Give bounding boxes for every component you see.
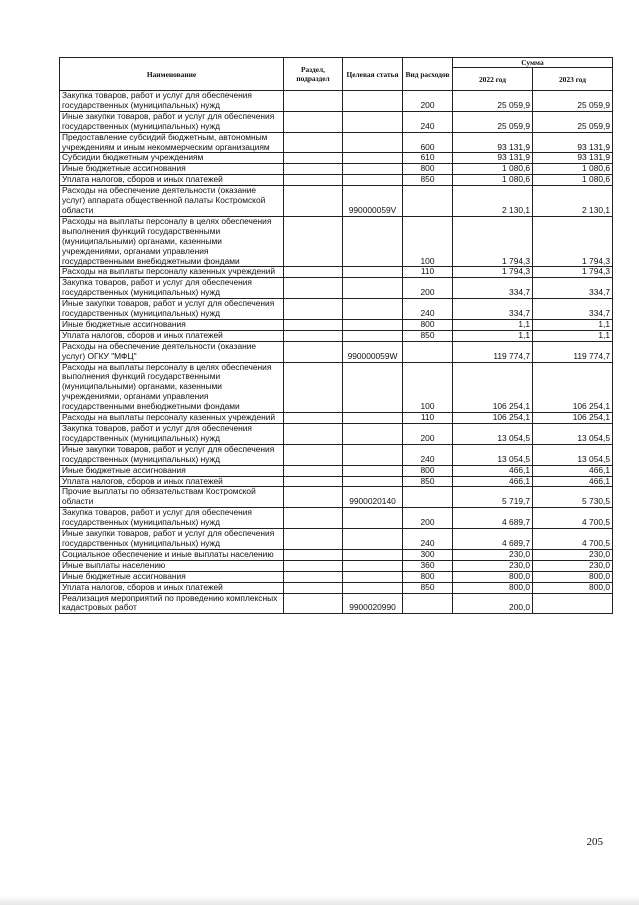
- row-section-cell: [284, 593, 343, 614]
- row-name-cell: Расходы на выплаты персоналу казенных учреждений: [60, 413, 284, 424]
- table-row: [60, 330, 613, 341]
- header-2023: 2023 год: [533, 68, 613, 91]
- row-sum-2022-cell: 230,0: [453, 549, 533, 560]
- row-name-cell: Иные закупки товаров, работ и услуг для обеспечения государственных (муниципальных) нужд: [60, 444, 284, 465]
- row-name-cell: Расходы на выплаты персоналу в целях обеспечения выполнения функций государственными (муниципальными) органами, казенными учреждениями, органами управления государственными внебюджетными фондами: [60, 362, 284, 413]
- row-section-cell: [284, 341, 343, 362]
- row-section-cell: [284, 278, 343, 299]
- row-name-cell: Уплата налогов, сборов и иных платежей: [60, 476, 284, 487]
- row-section-cell: [284, 362, 343, 413]
- row-sum-2022-cell: 4 689,7: [453, 529, 533, 550]
- row-sum-2023-cell: [533, 593, 613, 614]
- row-name-cell: Уплата налогов, сборов и иных платежей: [60, 175, 284, 186]
- row-name-cell: Закупка товаров, работ и услуг для обеспечения государственных (муниципальных) нужд: [60, 424, 284, 445]
- table-row: [60, 476, 613, 487]
- row-sum-2022-cell: 230,0: [453, 560, 533, 571]
- row-kind-cell: 610: [403, 153, 453, 164]
- row-sum-2023-cell: 800,0: [533, 571, 613, 582]
- row-sum-2022-cell: 466,1: [453, 476, 533, 487]
- row-kind-cell: [403, 186, 453, 217]
- row-sum-2022-cell: 334,7: [453, 299, 533, 320]
- row-sum-2022-cell: 334,7: [453, 278, 533, 299]
- row-target-cell: 9900020140: [343, 487, 403, 508]
- table-row: [60, 267, 613, 278]
- row-kind-cell: 110: [403, 267, 453, 278]
- row-sum-2023-cell: 93 131,9: [533, 153, 613, 164]
- header-name: Наименование: [60, 58, 284, 91]
- header-row-top: [60, 58, 613, 68]
- table-row: [60, 362, 613, 413]
- row-sum-2022-cell: 1 080,6: [453, 164, 533, 175]
- row-section-cell: [284, 444, 343, 465]
- table-row: [60, 186, 613, 217]
- row-sum-2023-cell: 230,0: [533, 549, 613, 560]
- row-target-cell: [343, 164, 403, 175]
- table-row: [60, 444, 613, 465]
- row-name-cell: Уплата налогов, сборов и иных платежей: [60, 582, 284, 593]
- row-section-cell: [284, 424, 343, 445]
- row-name-cell: Иные бюджетные ассигнования: [60, 465, 284, 476]
- row-sum-2023-cell: 119 774,7: [533, 341, 613, 362]
- row-section-cell: [284, 508, 343, 529]
- row-sum-2023-cell: 25 059,9: [533, 91, 613, 112]
- row-sum-2022-cell: 106 254,1: [453, 413, 533, 424]
- row-kind-cell: 200: [403, 508, 453, 529]
- row-name-cell: Закупка товаров, работ и услуг для обеспечения государственных (муниципальных) нужд: [60, 91, 284, 112]
- row-sum-2022-cell: 800,0: [453, 582, 533, 593]
- row-section-cell: [284, 319, 343, 330]
- row-target-cell: [343, 508, 403, 529]
- row-kind-cell: 240: [403, 299, 453, 320]
- table-row: [60, 319, 613, 330]
- table-row: [60, 465, 613, 476]
- row-sum-2022-cell: 119 774,7: [453, 341, 533, 362]
- row-kind-cell: 110: [403, 413, 453, 424]
- row-sum-2023-cell: 1 080,6: [533, 175, 613, 186]
- row-sum-2022-cell: 93 131,9: [453, 153, 533, 164]
- row-kind-cell: 240: [403, 529, 453, 550]
- row-target-cell: [343, 278, 403, 299]
- row-target-cell: [343, 362, 403, 413]
- row-target-cell: [343, 571, 403, 582]
- row-name-cell: Прочие выплаты по обязательствам Костромской области: [60, 487, 284, 508]
- row-sum-2023-cell: 4 700,5: [533, 529, 613, 550]
- row-target-cell: [343, 424, 403, 445]
- table-row: [60, 549, 613, 560]
- row-sum-2022-cell: 1,1: [453, 330, 533, 341]
- row-section-cell: [284, 560, 343, 571]
- row-target-cell: [343, 560, 403, 571]
- row-sum-2022-cell: 1 794,3: [453, 267, 533, 278]
- row-name-cell: Расходы на обеспечение деятельности (оказание услуг) аппарата общественной палаты Костромской области: [60, 186, 284, 217]
- row-target-cell: [343, 444, 403, 465]
- table-row: [60, 424, 613, 445]
- row-target-cell: [343, 111, 403, 132]
- row-name-cell: Иные выплаты населению: [60, 560, 284, 571]
- row-section-cell: [284, 413, 343, 424]
- table-row: [60, 132, 613, 153]
- row-target-cell: [343, 153, 403, 164]
- row-name-cell: Иные закупки товаров, работ и услуг для обеспечения государственных (муниципальных) нужд: [60, 529, 284, 550]
- row-section-cell: [284, 267, 343, 278]
- row-sum-2022-cell: 13 054,5: [453, 424, 533, 445]
- row-sum-2023-cell: 2 130,1: [533, 186, 613, 217]
- row-sum-2022-cell: 2 130,1: [453, 186, 533, 217]
- header-kind: Вид расходов: [403, 58, 453, 91]
- row-sum-2023-cell: 1 794,3: [533, 267, 613, 278]
- row-sum-2023-cell: 13 054,5: [533, 424, 613, 445]
- row-target-cell: 990000059W: [343, 341, 403, 362]
- row-target-cell: [343, 319, 403, 330]
- row-sum-2023-cell: 25 059,9: [533, 111, 613, 132]
- table-row: [60, 341, 613, 362]
- row-sum-2022-cell: 5 719,7: [453, 487, 533, 508]
- row-section-cell: [284, 549, 343, 560]
- page-edge: [0, 895, 639, 905]
- row-section-cell: [284, 132, 343, 153]
- row-target-cell: 9900020990: [343, 593, 403, 614]
- row-kind-cell: 800: [403, 319, 453, 330]
- row-section-cell: [284, 186, 343, 217]
- row-kind-cell: 300: [403, 549, 453, 560]
- row-name-cell: Предоставление субсидий бюджетным, автономным учреждениям и иным некоммерческим организациям: [60, 132, 284, 153]
- row-target-cell: [343, 132, 403, 153]
- row-sum-2023-cell: 1 794,3: [533, 216, 613, 267]
- row-section-cell: [284, 582, 343, 593]
- table-row: [60, 487, 613, 508]
- table-row: [60, 164, 613, 175]
- row-kind-cell: 600: [403, 132, 453, 153]
- row-kind-cell: 100: [403, 362, 453, 413]
- row-sum-2023-cell: 4 700,5: [533, 508, 613, 529]
- table-row: [60, 175, 613, 186]
- header-sum: Сумма: [453, 58, 613, 68]
- row-section-cell: [284, 476, 343, 487]
- row-section-cell: [284, 175, 343, 186]
- row-target-cell: [343, 330, 403, 341]
- row-target-cell: [343, 175, 403, 186]
- row-target-cell: [343, 476, 403, 487]
- row-sum-2022-cell: 106 254,1: [453, 362, 533, 413]
- row-kind-cell: 100: [403, 216, 453, 267]
- row-name-cell: Социальное обеспечение и иные выплаты населению: [60, 549, 284, 560]
- row-kind-cell: 850: [403, 582, 453, 593]
- row-target-cell: [343, 299, 403, 320]
- row-name-cell: Реализация мероприятий по проведению комплексных кадастровых работ: [60, 593, 284, 614]
- row-kind-cell: 240: [403, 111, 453, 132]
- header-section: Раздел, подраздел: [284, 58, 343, 91]
- row-target-cell: [343, 413, 403, 424]
- row-sum-2023-cell: 230,0: [533, 560, 613, 571]
- row-target-cell: [343, 529, 403, 550]
- table-row: [60, 508, 613, 529]
- row-section-cell: [284, 571, 343, 582]
- row-kind-cell: [403, 487, 453, 508]
- page-number: 205: [586, 836, 603, 848]
- row-sum-2022-cell: 1 080,6: [453, 175, 533, 186]
- row-name-cell: Закупка товаров, работ и услуг для обеспечения государственных (муниципальных) нужд: [60, 278, 284, 299]
- table-row: [60, 413, 613, 424]
- row-target-cell: [343, 267, 403, 278]
- row-kind-cell: 850: [403, 330, 453, 341]
- row-name-cell: Иные бюджетные ассигнования: [60, 164, 284, 175]
- row-section-cell: [284, 330, 343, 341]
- row-name-cell: Расходы на выплаты персоналу в целях обеспечения выполнения функций государственными (муниципальными) органами, казенными учреждениями, органами управления государственными внебюджетными фондами: [60, 216, 284, 267]
- row-kind-cell: 360: [403, 560, 453, 571]
- row-section-cell: [284, 216, 343, 267]
- row-sum-2023-cell: 106 254,1: [533, 362, 613, 413]
- row-kind-cell: 800: [403, 465, 453, 476]
- row-name-cell: Уплата налогов, сборов и иных платежей: [60, 330, 284, 341]
- row-kind-cell: 800: [403, 164, 453, 175]
- row-name-cell: Закупка товаров, работ и услуг для обеспечения государственных (муниципальных) нужд: [60, 508, 284, 529]
- table-row: [60, 153, 613, 164]
- row-kind-cell: [403, 593, 453, 614]
- row-sum-2023-cell: 334,7: [533, 278, 613, 299]
- row-kind-cell: 200: [403, 91, 453, 112]
- row-name-cell: Субсидии бюджетным учреждениям: [60, 153, 284, 164]
- row-sum-2023-cell: 93 131,9: [533, 132, 613, 153]
- row-kind-cell: 850: [403, 175, 453, 186]
- row-sum-2023-cell: 466,1: [533, 465, 613, 476]
- row-sum-2022-cell: 800,0: [453, 571, 533, 582]
- row-kind-cell: 200: [403, 278, 453, 299]
- row-section-cell: [284, 111, 343, 132]
- table-row: [60, 582, 613, 593]
- row-target-cell: [343, 582, 403, 593]
- row-kind-cell: 850: [403, 476, 453, 487]
- row-sum-2022-cell: 1 794,3: [453, 216, 533, 267]
- header-2022: 2022 год: [453, 68, 533, 91]
- row-kind-cell: 200: [403, 424, 453, 445]
- row-name-cell: Иные закупки товаров, работ и услуг для обеспечения государственных (муниципальных) нужд: [60, 111, 284, 132]
- row-sum-2023-cell: 334,7: [533, 299, 613, 320]
- row-target-cell: [343, 91, 403, 112]
- table-row: [60, 571, 613, 582]
- row-section-cell: [284, 465, 343, 476]
- table-body: [60, 91, 613, 614]
- row-sum-2023-cell: 1 080,6: [533, 164, 613, 175]
- row-sum-2023-cell: 5 730,5: [533, 487, 613, 508]
- row-kind-cell: [403, 341, 453, 362]
- row-sum-2023-cell: 800,0: [533, 582, 613, 593]
- row-sum-2022-cell: 1,1: [453, 319, 533, 330]
- table-row: [60, 111, 613, 132]
- table-row: [60, 299, 613, 320]
- row-name-cell: Иные закупки товаров, работ и услуг для обеспечения государственных (муниципальных) нужд: [60, 299, 284, 320]
- row-kind-cell: 240: [403, 444, 453, 465]
- row-target-cell: [343, 549, 403, 560]
- row-sum-2023-cell: 13 054,5: [533, 444, 613, 465]
- row-kind-cell: 800: [403, 571, 453, 582]
- row-name-cell: Расходы на обеспечение деятельности (оказание услуг) ОГКУ "МФЦ": [60, 341, 284, 362]
- table-row: [60, 278, 613, 299]
- row-sum-2022-cell: 25 059,9: [453, 91, 533, 112]
- row-sum-2023-cell: 106 254,1: [533, 413, 613, 424]
- row-sum-2022-cell: 93 131,9: [453, 132, 533, 153]
- budget-table: [59, 57, 613, 614]
- table-row: [60, 593, 613, 614]
- row-name-cell: Расходы на выплаты персоналу казенных учреждений: [60, 267, 284, 278]
- row-sum-2022-cell: 4 689,7: [453, 508, 533, 529]
- row-section-cell: [284, 153, 343, 164]
- table-row: [60, 529, 613, 550]
- row-sum-2022-cell: 200,0: [453, 593, 533, 614]
- row-sum-2023-cell: 1,1: [533, 319, 613, 330]
- row-sum-2022-cell: 466,1: [453, 465, 533, 476]
- row-target-cell: [343, 216, 403, 267]
- row-sum-2023-cell: 1,1: [533, 330, 613, 341]
- row-section-cell: [284, 487, 343, 508]
- row-target-cell: [343, 465, 403, 476]
- row-name-cell: Иные бюджетные ассигнования: [60, 319, 284, 330]
- header-target: Целевая статья: [343, 58, 403, 91]
- table-row: [60, 560, 613, 571]
- row-name-cell: Иные бюджетные ассигнования: [60, 571, 284, 582]
- row-section-cell: [284, 529, 343, 550]
- table-row: [60, 91, 613, 112]
- row-sum-2022-cell: 13 054,5: [453, 444, 533, 465]
- row-section-cell: [284, 164, 343, 175]
- row-section-cell: [284, 299, 343, 320]
- row-sum-2023-cell: 466,1: [533, 476, 613, 487]
- table-row: [60, 216, 613, 267]
- row-target-cell: 990000059V: [343, 186, 403, 217]
- row-sum-2022-cell: 25 059,9: [453, 111, 533, 132]
- row-section-cell: [284, 91, 343, 112]
